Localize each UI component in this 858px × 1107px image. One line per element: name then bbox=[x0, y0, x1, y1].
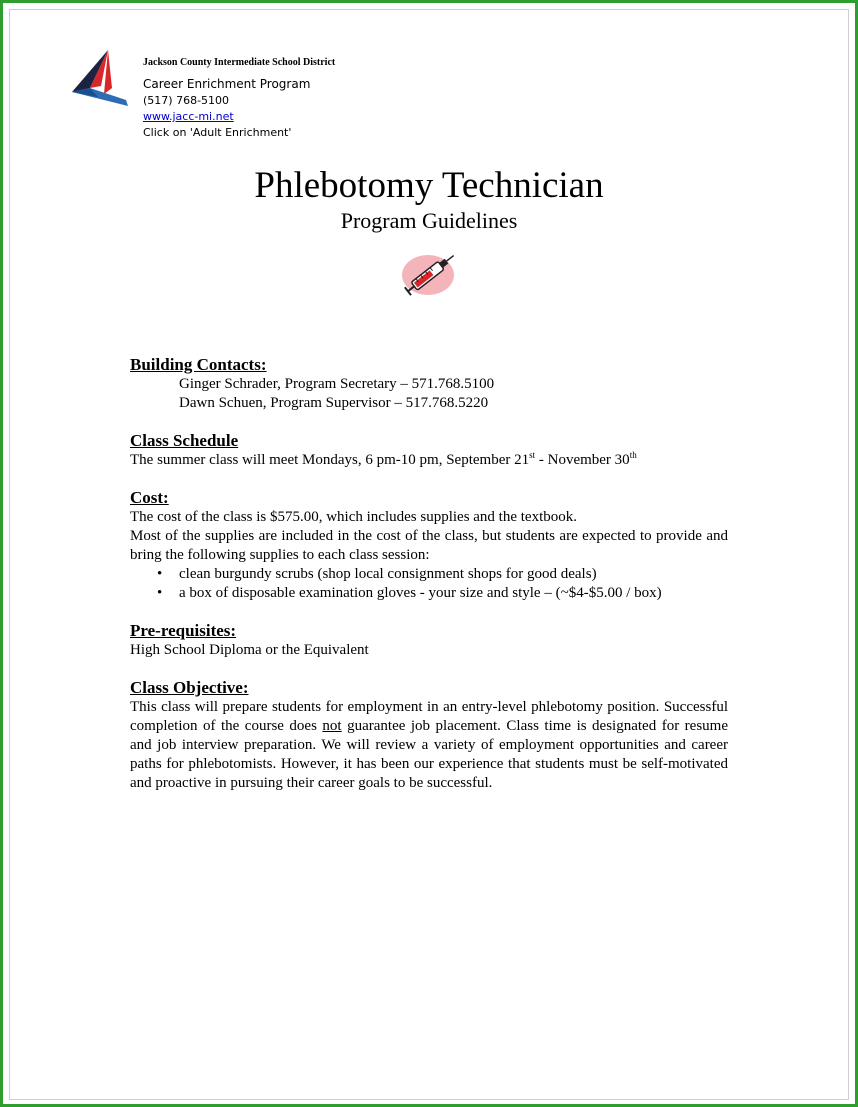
cost-supplies-text: Most of the supplies are included in the cost of the class, but students are expected to provide and bring the following supplies to each class session: bbox=[130, 528, 728, 563]
contacts-section bbox=[130, 355, 728, 413]
header-block bbox=[143, 58, 335, 143]
objective-text-start: This class will prepare students for employment in an entry-level phlebotomy position. Successful completion of the course does bbox=[130, 699, 728, 734]
list-item-text: a box of disposable examination gloves - your size and style – (~$4-$5.00 / box) bbox=[179, 585, 662, 601]
schedule-text-end: - November 30 bbox=[535, 452, 630, 468]
schedule-ordinal-start: st bbox=[529, 450, 536, 460]
objective-heading: Class Objective: bbox=[130, 678, 249, 697]
bullet-icon: • bbox=[157, 566, 163, 582]
schedule-section bbox=[130, 431, 728, 470]
supplies-list bbox=[130, 565, 728, 603]
cost-section bbox=[130, 488, 728, 603]
schedule-text bbox=[130, 451, 728, 470]
objective-text-end: guarantee job placement. Class time is designated for resume and job interview preparation. We will review a variety of employment opportunities and career paths for phlebotomists. However, it has been our experience that students must be self-motivated and proactive in pursuing their career goals to be successful. bbox=[130, 718, 728, 791]
prereq-section bbox=[130, 621, 728, 660]
page-subtitle: Program Guidelines bbox=[340, 208, 518, 233]
list-item bbox=[157, 565, 728, 584]
website-instruction: Click on 'Adult Enrichment' bbox=[143, 126, 292, 139]
schedule-heading: Class Schedule bbox=[130, 431, 239, 450]
contacts-heading: Building Contacts: bbox=[130, 355, 267, 374]
cost-line: The cost of the class is $575.00, which includes supplies and the textbook. bbox=[130, 509, 578, 525]
schedule-ordinal-end: th bbox=[629, 450, 637, 460]
list-item bbox=[157, 584, 728, 603]
phone-number: (517) 768-5100 bbox=[143, 94, 230, 107]
page-title: Phlebotomy Technician bbox=[254, 165, 604, 206]
list-item-text: clean burgundy scrubs (shop local consignment shops for good deals) bbox=[179, 566, 597, 582]
prereq-heading: Pre-requisites: bbox=[130, 621, 237, 640]
bullet-icon: • bbox=[157, 585, 163, 601]
prereq-text: High School Diploma or the Equivalent bbox=[130, 642, 369, 658]
objective-paragraph bbox=[130, 698, 728, 793]
cost-heading: Cost: bbox=[130, 488, 169, 507]
contact-item: Ginger Schrader, Program Secretary – 571.768.5100 bbox=[179, 376, 495, 392]
contact-item: Dawn Schuen, Program Supervisor – 517.768.5220 bbox=[179, 395, 489, 411]
schedule-text-start: The summer class will meet Mondays, 6 pm-10 pm, September 21 bbox=[130, 452, 530, 468]
objective-emphasis: not bbox=[322, 718, 342, 734]
objective-section bbox=[130, 678, 728, 793]
syringe-icon bbox=[398, 248, 462, 298]
triangle-logo-icon bbox=[68, 48, 132, 110]
document-body bbox=[130, 355, 728, 811]
website-link[interactable]: www.jacc-mi.net bbox=[143, 110, 234, 123]
district-name: Jackson County Intermediate School District bbox=[143, 57, 336, 68]
program-name: Career Enrichment Program bbox=[143, 77, 311, 91]
